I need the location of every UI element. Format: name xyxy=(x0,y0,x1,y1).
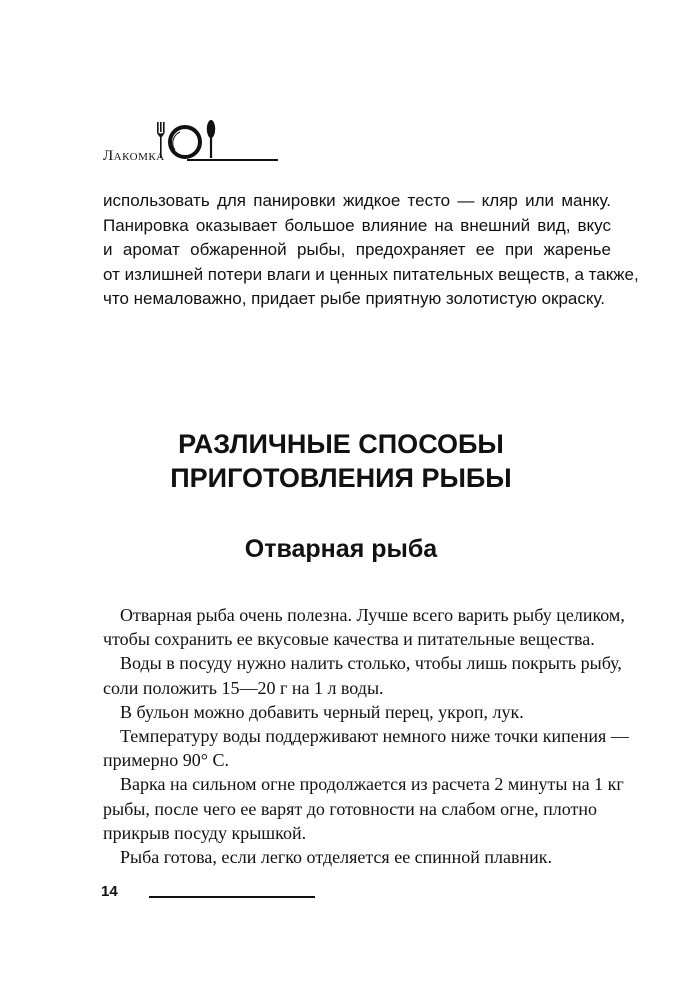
intro-line: использовать для панировки жидкое тесто — кляр или манку. xyxy=(103,191,611,210)
body-line: примерно 90° С. xyxy=(103,750,229,771)
body-line: В бульон можно добавить черный перец, укроп, лук. xyxy=(120,701,524,722)
body-line: Рыба готова, если легко отделяется ее спинной плавник. xyxy=(120,847,552,868)
section-title xyxy=(80,427,602,495)
section-title-line: ПРИГОТОВЛЕНИЯ РЫБЫ xyxy=(170,463,512,493)
body-line: соли положить 15—20 г на 1 л воды. xyxy=(103,677,384,698)
body-text xyxy=(103,603,629,869)
intro-paragraph xyxy=(103,189,639,312)
body-line: Воды в посуду нужно налить столько, чтобы лишь покрыть рыбу, xyxy=(120,653,622,674)
footer-rule xyxy=(149,896,315,898)
body-line: Отварная рыба очень полезна. Лучше всего варить рыбу целиком, xyxy=(120,605,625,625)
body-line: чтобы сохранить ее вкусовые качества и питательные вещества. xyxy=(103,629,595,650)
subsection-title: Отварная рыба xyxy=(244,535,438,563)
intro-line: от излишней потери влаги и ценных питательных веществ, а также, xyxy=(103,264,639,284)
body-line: прикрыв посуду крышкой. xyxy=(103,822,307,843)
body-line: Варка на сильном огне продолжается из расчета 2 минуты на 1 кг xyxy=(120,774,624,795)
page-number: 14 xyxy=(101,883,118,900)
intro-line: и аромат обжаренной рыбы, предохраняет ее при жаренье xyxy=(103,240,611,259)
running-header xyxy=(103,118,278,166)
section-title-line: РАЗЛИЧНЫЕ СПОСОБЫ xyxy=(178,429,504,459)
header-title: Лакомка xyxy=(103,148,165,164)
intro-line: что немаловажно, придает рыбе приятную золотистую окраску. xyxy=(103,289,606,308)
body-line: рыбы, после чего ее варят до готовности на слабом огне, плотно xyxy=(103,798,597,819)
intro-line: Панировка оказывает большое влияние на внешний вид, вкус xyxy=(103,215,611,235)
header-rule xyxy=(187,159,278,161)
body-line: Температуру воды поддерживают немного ниже точки кипения — xyxy=(120,726,629,747)
